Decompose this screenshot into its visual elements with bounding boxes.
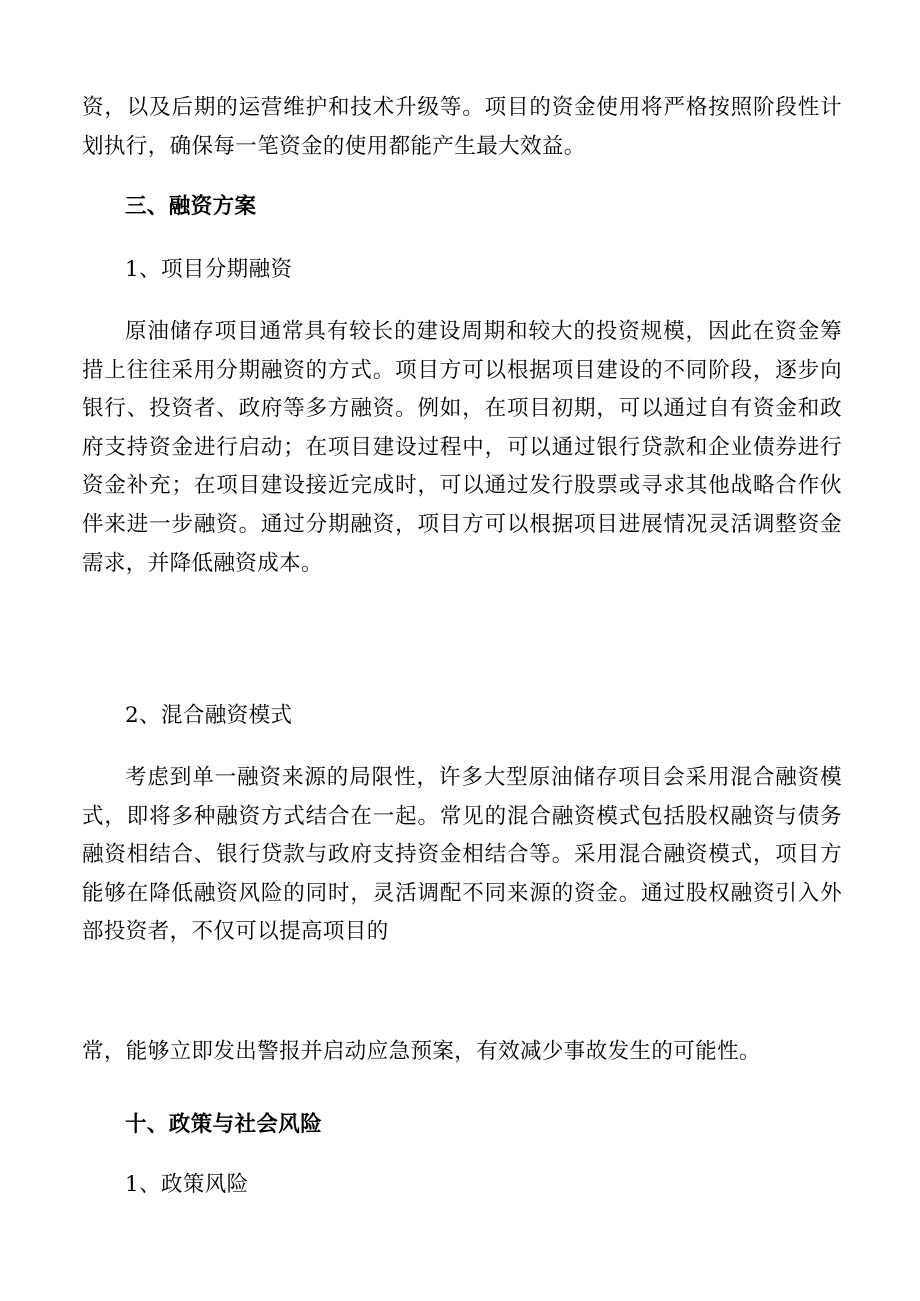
continuation-paragraph: 资，以及后期的运营维护和技术升级等。项目的资金使用将严格按照阶段性计划执行，确保每一笔资金的使用都能产生最大效益。	[82, 95, 842, 159]
section-heading-financing-plan: 三、融资方案	[125, 194, 257, 219]
hybrid-financing-paragraph: 考虑到单一融资来源的局限性，许多大型原油储存项目会采用混合融资模式，即将多种融资方式结合在一起。常见的混合融资模式包括股权融资与债务融资相结合、银行贷款与政府支持资金相结合等。采用混合融资模式，项目方能够在降低融资风险的同时，灵活调配不同来源的资金。通过股权融资引入外部投资者，不仅可以提高项目的	[82, 765, 842, 945]
subsection-heading-phased-financing: 1、项目分期融资	[125, 257, 293, 282]
fragment-paragraph: 常，能够立即发出警报并启动应急预案，有效减少事故发生的可能性。	[82, 1039, 761, 1064]
phased-financing-paragraph: 原油储存项目通常具有较长的建设周期和较大的投资规模，因此在资金筹措上往往采用分期融资的方式。项目方可以根据项目建设的不同阶段，逐步向银行、投资者、政府等多方融资。例如，在项目初期，可以通过自有资金和政府支持资金进行启动；在项目建设过程中，可以通过银行贷款和企业债券进行资金补充；在项目建设接近完成时，可以通过发行股票或寻求其他战略合作伙伴来进一步融资。通过分期融资，项目方可以根据项目进展情况灵活调整资金需求，并降低融资成本。	[82, 319, 842, 576]
section-heading-policy-social-risk: 十、政策与社会风险	[125, 1112, 323, 1137]
subsection-heading-policy-risk: 1、政策风险	[125, 1172, 249, 1197]
subsection-heading-hybrid-financing: 2、混合融资模式	[125, 703, 293, 728]
